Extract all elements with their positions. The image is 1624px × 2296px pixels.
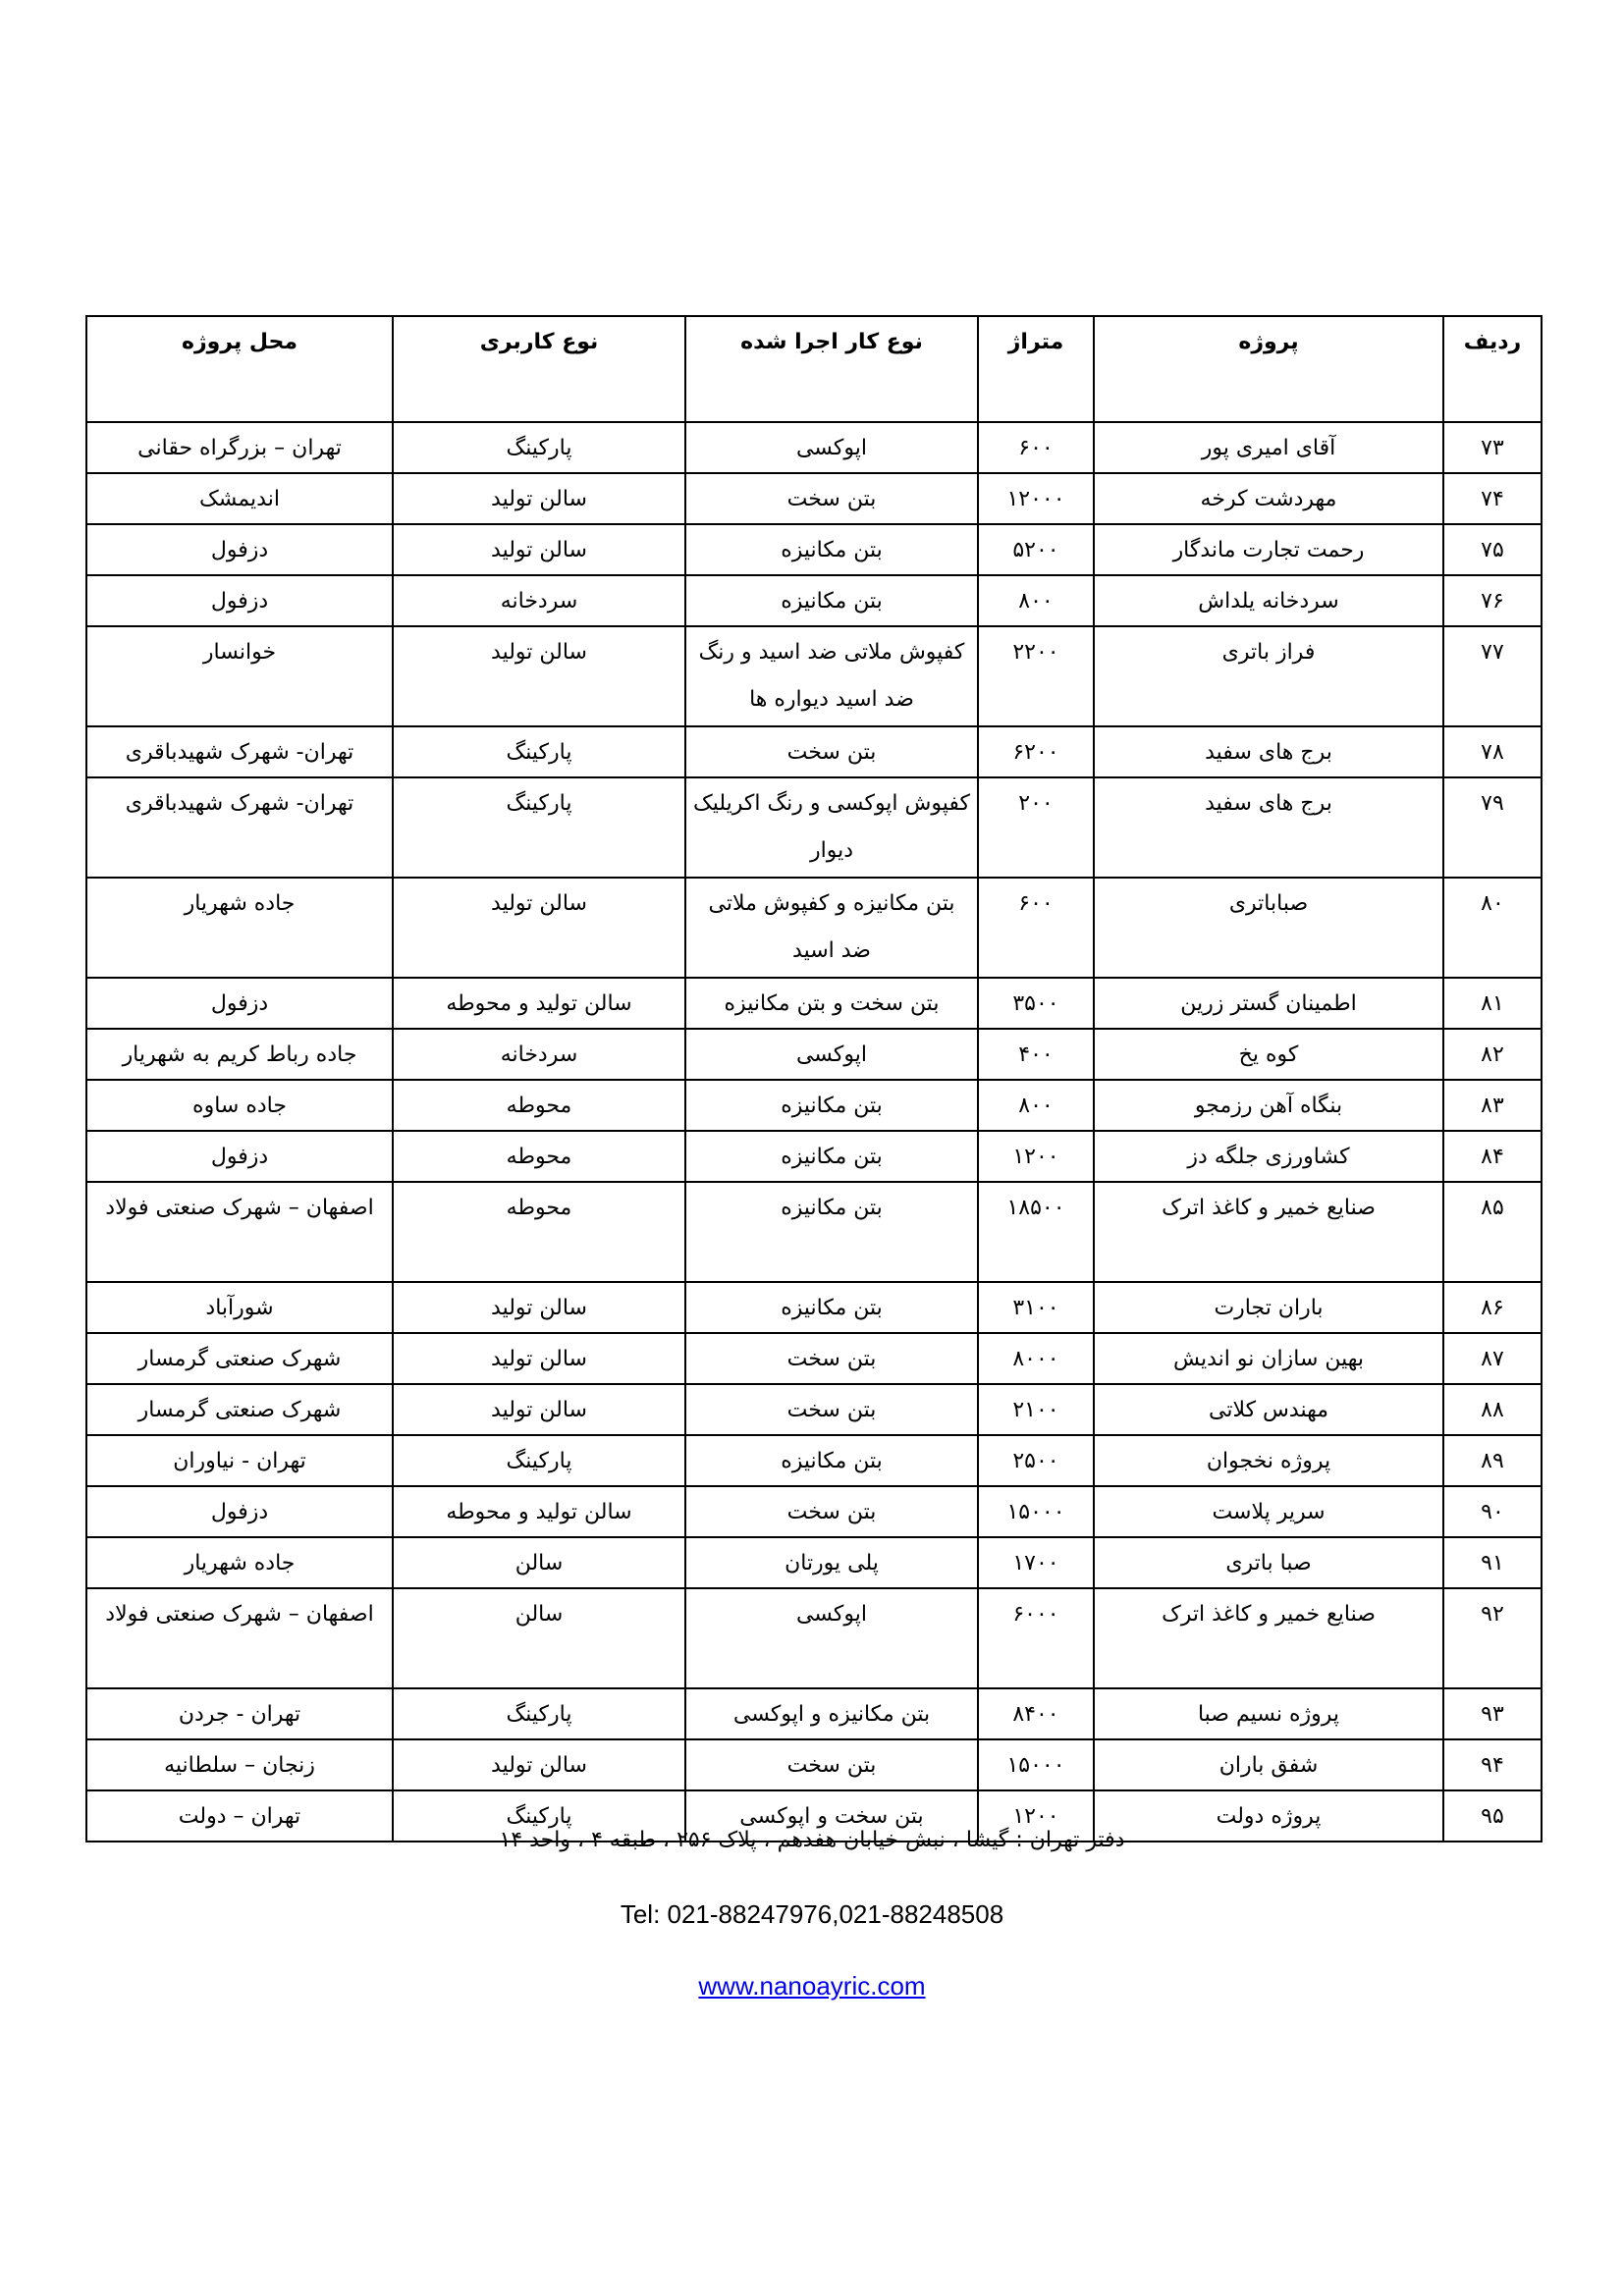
table-row — [86, 1588, 1542, 1688]
cell-row-number: ۷۷ — [1443, 626, 1542, 726]
cell-work-type: اپوکسی — [685, 1588, 978, 1688]
header-location: محل پروژه — [86, 316, 393, 422]
cell-location: خوانسار — [86, 626, 393, 726]
office-address: دفتر تهران : گیشا ، نبش خیابان هفدهم ، پلاک ۲۵۶ ، طبقه ۴ ، واحد ۱۴ — [499, 1828, 1125, 1852]
table-row — [86, 1384, 1542, 1435]
cell-row-number: ۷۳ — [1443, 422, 1542, 473]
cell-area: ۵۲۰۰ — [978, 524, 1094, 575]
cell-location: دزفول — [86, 978, 393, 1029]
cell-work-type: بتن سخت — [685, 1739, 978, 1790]
cell-project-name: باران تجارت — [1094, 1282, 1443, 1333]
cell-row-number: ۹۵ — [1443, 1790, 1542, 1842]
cell-work-type: بتن سخت — [685, 1333, 978, 1384]
cell-project-name: فراز باتری — [1094, 626, 1443, 726]
cell-usage-type: سالن تولید — [393, 524, 685, 575]
cell-usage-type: سردخانه — [393, 575, 685, 626]
cell-usage-type: سالن تولید و محوطه — [393, 1486, 685, 1537]
cell-row-number: ۷۵ — [1443, 524, 1542, 575]
cell-row-number: ۸۲ — [1443, 1029, 1542, 1080]
cell-row-number: ۷۴ — [1443, 473, 1542, 524]
cell-area: ۸۰۰ — [978, 575, 1094, 626]
cell-location: اصفهان – شهرک صنعتی فولاد — [86, 1588, 393, 1688]
cell-usage-type: سالن — [393, 1588, 685, 1688]
cell-area: ۶۰۰ — [978, 422, 1094, 473]
header-usage-type: نوع کاربری — [393, 316, 685, 422]
table-row — [86, 1131, 1542, 1182]
cell-usage-type: سردخانه — [393, 1029, 685, 1080]
cell-row-number: ۸۸ — [1443, 1384, 1542, 1435]
cell-area: ۸۰۰۰ — [978, 1333, 1094, 1384]
cell-work-type: کفپوش اپوکسی و رنگ اکریلیک دیوار — [685, 777, 978, 878]
cell-project-name: برج های سفید — [1094, 726, 1443, 777]
cell-location: زنجان – سلطانیه — [86, 1739, 393, 1790]
table-row — [86, 524, 1542, 575]
cell-project-name: سریر پلاست — [1094, 1486, 1443, 1537]
cell-work-type: اپوکسی — [685, 422, 978, 473]
cell-row-number: ۹۳ — [1443, 1688, 1542, 1739]
cell-project-name: پروژه نسیم صبا — [1094, 1688, 1443, 1739]
cell-area: ۶۰۰۰ — [978, 1588, 1094, 1688]
table-row — [86, 422, 1542, 473]
cell-usage-type: پارکینگ — [393, 777, 685, 878]
cell-project-name: پروژه نخجوان — [1094, 1435, 1443, 1486]
cell-work-type: کفپوش ملاتی ضد اسید و رنگ ضد اسید دیواره ها — [685, 626, 978, 726]
cell-location: اندیمشک — [86, 473, 393, 524]
cell-usage-type: پارکینگ — [393, 1688, 685, 1739]
cell-row-number: ۸۹ — [1443, 1435, 1542, 1486]
cell-location: جاده شهریار — [86, 1537, 393, 1588]
cell-location: شهرک صنعتی گرمسار — [86, 1384, 393, 1435]
table-row — [86, 1080, 1542, 1131]
cell-work-type: بتن مکانیزه — [685, 524, 978, 575]
cell-row-number: ۷۶ — [1443, 575, 1542, 626]
cell-location: جاده ساوه — [86, 1080, 393, 1131]
cell-location: دزفول — [86, 575, 393, 626]
table-row — [86, 473, 1542, 524]
cell-project-name: برج های سفید — [1094, 777, 1443, 878]
cell-location: جاده رباط کریم به شهریار — [86, 1029, 393, 1080]
cell-row-number: ۸۵ — [1443, 1182, 1542, 1282]
table-row — [86, 1182, 1542, 1282]
website-link[interactable]: www.nanoayric.com — [698, 1971, 926, 2001]
cell-area: ۲۰۰ — [978, 777, 1094, 878]
cell-row-number: ۸۴ — [1443, 1131, 1542, 1182]
cell-project-name: صنایع خمیر و کاغذ اترک — [1094, 1588, 1443, 1688]
cell-project-name: اطمینان گستر زرین — [1094, 978, 1443, 1029]
cell-project-name: پروژه دولت — [1094, 1790, 1443, 1842]
cell-location: تهران- شهرک شهیدباقری — [86, 726, 393, 777]
cell-usage-type: سالن تولید — [393, 1384, 685, 1435]
cell-project-name: مهندس کلاتی — [1094, 1384, 1443, 1435]
cell-usage-type: سالن تولید — [393, 626, 685, 726]
table-row — [86, 1029, 1542, 1080]
table-row — [86, 726, 1542, 777]
table-header-row — [86, 316, 1542, 422]
cell-work-type: اپوکسی — [685, 1029, 978, 1080]
cell-work-type: بتن سخت و اپوکسی — [685, 1790, 978, 1842]
cell-row-number: ۹۴ — [1443, 1739, 1542, 1790]
cell-project-name: صنایع خمیر و کاغذ اترک — [1094, 1182, 1443, 1282]
cell-area: ۱۲۰۰ — [978, 1131, 1094, 1182]
cell-area: ۶۰۰ — [978, 878, 1094, 978]
cell-usage-type: محوطه — [393, 1182, 685, 1282]
cell-project-name: آقای امیری پور — [1094, 422, 1443, 473]
cell-row-number: ۸۷ — [1443, 1333, 1542, 1384]
cell-usage-type: محوطه — [393, 1131, 685, 1182]
cell-usage-type: پارکینگ — [393, 422, 685, 473]
cell-location: شورآباد — [86, 1282, 393, 1333]
cell-area: ۱۷۰۰ — [978, 1537, 1094, 1588]
cell-work-type: بتن مکانیزه — [685, 575, 978, 626]
cell-area: ۱۵۰۰۰ — [978, 1739, 1094, 1790]
cell-row-number: ۹۰ — [1443, 1486, 1542, 1537]
cell-location: تهران - نیاوران — [86, 1435, 393, 1486]
cell-location: دزفول — [86, 1131, 393, 1182]
header-row-number: ردیف — [1443, 316, 1542, 422]
cell-project-name: کشاورزی جلگه دز — [1094, 1131, 1443, 1182]
cell-area: ۸۴۰۰ — [978, 1688, 1094, 1739]
cell-location: جاده شهریار — [86, 878, 393, 978]
cell-location: شهرک صنعتی گرمسار — [86, 1333, 393, 1384]
cell-project-name: صبا باتری — [1094, 1537, 1443, 1588]
cell-area: ۲۱۰۰ — [978, 1384, 1094, 1435]
cell-usage-type: سالن تولید — [393, 1739, 685, 1790]
cell-usage-type: سالن تولید — [393, 1333, 685, 1384]
cell-work-type: بتن مکانیزه — [685, 1182, 978, 1282]
header-area: متراژ — [978, 316, 1094, 422]
table-row — [86, 878, 1542, 978]
cell-project-name: صباباتری — [1094, 878, 1443, 978]
cell-work-type: بتن سخت — [685, 726, 978, 777]
cell-work-type: بتن مکانیزه — [685, 1080, 978, 1131]
cell-project-name: سردخانه یلداش — [1094, 575, 1443, 626]
cell-row-number: ۸۳ — [1443, 1080, 1542, 1131]
table-row — [86, 978, 1542, 1029]
cell-location: دزفول — [86, 1486, 393, 1537]
cell-usage-type: سالن تولید و محوطه — [393, 978, 685, 1029]
cell-row-number: ۹۱ — [1443, 1537, 1542, 1588]
cell-work-type: بتن سخت — [685, 1384, 978, 1435]
cell-location: تهران – بزرگراه حقانی — [86, 422, 393, 473]
cell-area: ۱۲۰۰ — [978, 1790, 1094, 1842]
table-row — [86, 1688, 1542, 1739]
cell-work-type: بتن سخت — [685, 473, 978, 524]
cell-usage-type: پارکینگ — [393, 1435, 685, 1486]
cell-row-number: ۷۹ — [1443, 777, 1542, 878]
header-work-type: نوع کار اجرا شده — [685, 316, 978, 422]
table-row — [86, 777, 1542, 878]
cell-area: ۸۰۰ — [978, 1080, 1094, 1131]
phone-numbers: Tel: 021-88247976,021-88248508 — [620, 1899, 1004, 1929]
cell-location: تهران- شهرک شهیدباقری — [86, 777, 393, 878]
cell-work-type: بتن مکانیزه — [685, 1131, 978, 1182]
cell-work-type: بتن سخت — [685, 1486, 978, 1537]
cell-project-name: مهردشت کرخه — [1094, 473, 1443, 524]
cell-work-type: بتن سخت و بتن مکانیزه — [685, 978, 978, 1029]
cell-area: ۲۲۰۰ — [978, 626, 1094, 726]
cell-location: دزفول — [86, 524, 393, 575]
cell-area: ۳۱۰۰ — [978, 1282, 1094, 1333]
cell-area: ۳۵۰۰ — [978, 978, 1094, 1029]
table-row — [86, 1282, 1542, 1333]
cell-work-type: پلی یورتان — [685, 1537, 978, 1588]
table-row — [86, 1739, 1542, 1790]
cell-work-type: بتن مکانیزه — [685, 1435, 978, 1486]
cell-project-name: بهین سازان نو اندیش — [1094, 1333, 1443, 1384]
table-row — [86, 1333, 1542, 1384]
table-row — [86, 626, 1542, 726]
cell-row-number: ۸۰ — [1443, 878, 1542, 978]
website-link-wrapper — [0, 1971, 1624, 2002]
cell-project-name: شفق باران — [1094, 1739, 1443, 1790]
cell-row-number: ۷۸ — [1443, 726, 1542, 777]
cell-usage-type: سالن تولید — [393, 473, 685, 524]
table-row — [86, 1486, 1542, 1537]
table-row — [86, 575, 1542, 626]
cell-usage-type: پارکینگ — [393, 1790, 685, 1842]
cell-project-name: کوه یخ — [1094, 1029, 1443, 1080]
cell-area: ۱۵۰۰۰ — [978, 1486, 1094, 1537]
cell-usage-type: سالن تولید — [393, 878, 685, 978]
cell-project-name: بنگاه آهن رزمجو — [1094, 1080, 1443, 1131]
cell-row-number: ۸۱ — [1443, 978, 1542, 1029]
cell-project-name: رحمت تجارت ماندگار — [1094, 524, 1443, 575]
cell-area: ۶۲۰۰ — [978, 726, 1094, 777]
cell-area: ۲۵۰۰ — [978, 1435, 1094, 1486]
cell-location: اصفهان – شهرک صنعتی فولاد — [86, 1182, 393, 1282]
cell-usage-type: سالن تولید — [393, 1282, 685, 1333]
header-project: پروژه — [1094, 316, 1443, 422]
cell-row-number: ۸۶ — [1443, 1282, 1542, 1333]
cell-area: ۴۰۰ — [978, 1029, 1094, 1080]
table-row — [86, 1537, 1542, 1588]
cell-area: ۱۸۵۰۰ — [978, 1182, 1094, 1282]
cell-location: تهران - جردن — [86, 1688, 393, 1739]
table-row — [86, 1435, 1542, 1486]
cell-usage-type: سالن — [393, 1537, 685, 1588]
cell-usage-type: محوطه — [393, 1080, 685, 1131]
cell-area: ۱۲۰۰۰ — [978, 473, 1094, 524]
cell-work-type: بتن مکانیزه — [685, 1282, 978, 1333]
cell-location: تهران – دولت — [86, 1790, 393, 1842]
cell-work-type: بتن مکانیزه و اپوکسی — [685, 1688, 978, 1739]
cell-work-type: بتن مکانیزه و کفپوش ملاتی ضد اسید — [685, 878, 978, 978]
cell-row-number: ۹۲ — [1443, 1588, 1542, 1688]
projects-table — [85, 315, 1543, 1842]
table-body — [86, 422, 1542, 1842]
cell-usage-type: پارکینگ — [393, 726, 685, 777]
